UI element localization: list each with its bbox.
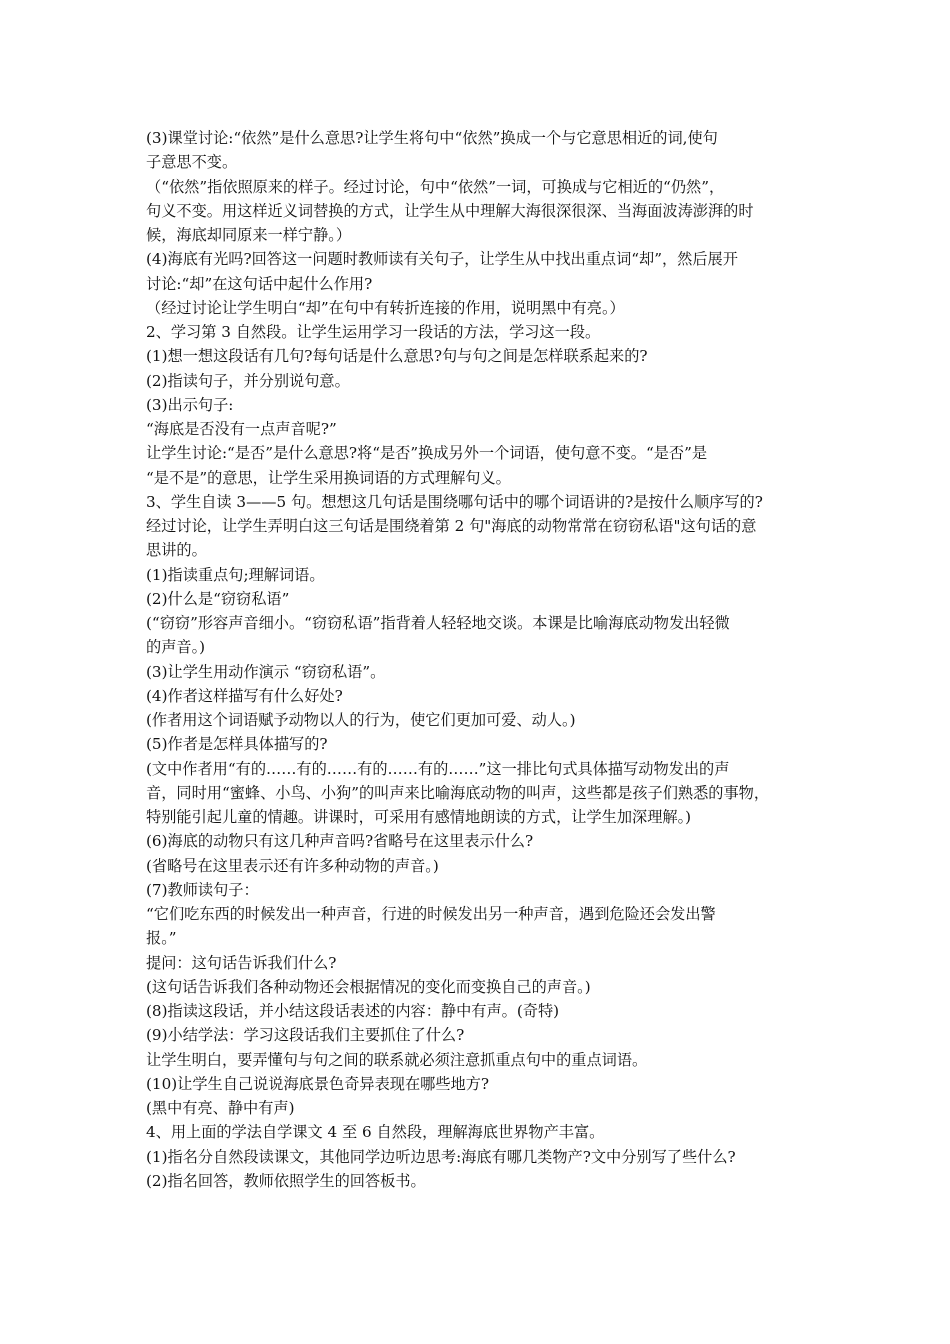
text-line: (10)让学生自己说说海底景色奇异表现在哪些地方?: [146, 1074, 490, 1093]
text-line: （经过讨论让学生明白“却”在句中有转折连接的作用，说明黑中有亮。）: [146, 298, 625, 317]
text-line: 让学生讨论:“是否”是什么意思?将“是否”换成另外一个词语，使句意不变。“是否”是: [146, 444, 708, 463]
text-line: (黑中有亮、静中有声): [146, 1099, 295, 1117]
text-line: 的声音。): [146, 638, 206, 657]
text-line: (2)指名回答，教师依照学生的回答板书。: [146, 1171, 426, 1190]
text-line: “是不是”的意思，让学生采用换词语的方式理解句义。: [146, 468, 511, 487]
text-line: (9)小结学法：学习这段话我们主要抓住了什么?: [146, 1026, 465, 1045]
text-line: 音，同时用“蜜蜂、小鸟、小狗”的叫声来比喻海底动物的叫声，这些都是孩子们熟悉的事物，: [146, 783, 770, 802]
text-line: 提问：这句话告诉我们什么?: [146, 953, 337, 972]
text-line: (1)想一想这段话有几句?每句话是什么意思?句与句之间是怎样联系起来的?: [146, 347, 648, 366]
text-line: (3)让学生用动作演示 “窃窃私语”。: [146, 662, 386, 681]
text-line: （“依然”指依照原来的样子。经过讨论，句中“依然”一词，可换成与它相近的“仍然”，: [146, 177, 725, 196]
text-line: (这句话告诉我们各种动物还会根据情况的变化而变换自己的声音。): [146, 977, 591, 996]
text-line: (4)海底有光吗?回答这一问题时教师读有关句子，让学生从中找出重点词“却”，然后展开: [146, 250, 738, 269]
text-line: (2)什么是“窃窃私语”: [146, 589, 290, 608]
text-line: (省略号在这里表示还有许多种动物的声音。): [146, 856, 439, 875]
text-line: 特别能引起儿童的情趣。讲课时，可采用有感情地朗读的方式，让学生加深理解。): [146, 808, 692, 826]
text-line: (8)指读这段话，并小结这段话表述的内容：静中有声。(奇特): [146, 1002, 560, 1020]
text-line: (1)指读重点句;理解词语。: [146, 565, 325, 584]
text-line: 思讲的。: [146, 541, 207, 560]
text-line: 经过讨论，让学生弄明白这三句话是围绕着第 2 句"海底的动物常常在窃窃私语"这句话的意: [146, 517, 757, 535]
document-page: [146, 126, 810, 1193]
text-line: (4)作者这样描写有什么好处?: [146, 686, 343, 705]
text-line: (2)指读句子，并分别说句意。: [146, 371, 350, 390]
text-line: (作者用这个词语赋予动物以人的行为，使它们更加可爱、动人。): [146, 711, 576, 729]
text-line: (3)课堂讨论:“依然”是什么意思?让学生将句中“依然”换成一个与它意思相近的词,使句: [146, 129, 718, 147]
section-heading: 3、学生自读 3——5 句。想想这几句话是围绕哪句话中的哪个词语讲的?是按什么顺序写的?: [146, 492, 763, 511]
section-heading: 4、用上面的学法自学课文 4 至 6 自然段，理解海底世界物产丰富。: [146, 1123, 605, 1142]
text-line: 子意思不变。: [146, 153, 238, 172]
section-heading: 2、学习第 3 自然段。让学生运用学习一段话的方法，学习这一段。: [146, 323, 601, 341]
text-line: 报。”: [146, 929, 177, 948]
text-line: “它们吃东西的时候发出一种声音，行进的时候发出另一种声音，遇到危险还会发出警: [146, 905, 716, 923]
text-line: (3)出示句子:: [146, 395, 234, 414]
text-line: “海底是否没有一点声音呢?”: [146, 420, 337, 438]
text-line: (5)作者是怎样具体描写的?: [146, 735, 328, 754]
text-line: (“窃窃”形容声音细小。“窃窃私语”指背着人轻轻地交谈。本课是比喻海底动物发出轻微: [146, 614, 730, 632]
text-line: (文中作者用“有的……有的……有的……有的……”这一排比句式具体描写动物发出的声: [146, 759, 730, 778]
text-line: 让学生明白，要弄懂句与句之间的联系就必须注意抓重点句中的重点词语。: [146, 1050, 648, 1069]
text-line: (1)指名分自然段读课文，其他同学边听边思考:海底有哪几类物产?文中分别写了些什么?: [146, 1147, 736, 1166]
text-line: 讨论:“却”在这句话中起什么作用?: [146, 274, 373, 293]
text-line: 句义不变。用这样近义词替换的方式，让学生从中理解大海很深很深、当海面波涛澎湃的时: [146, 201, 754, 220]
text-line: (6)海底的动物只有这几种声音吗?省略号在这里表示什么?: [146, 832, 534, 851]
text-line: 候，海底却同原来一样宁静。）: [146, 226, 352, 244]
text-line: (7)教师读句子：: [146, 880, 259, 899]
